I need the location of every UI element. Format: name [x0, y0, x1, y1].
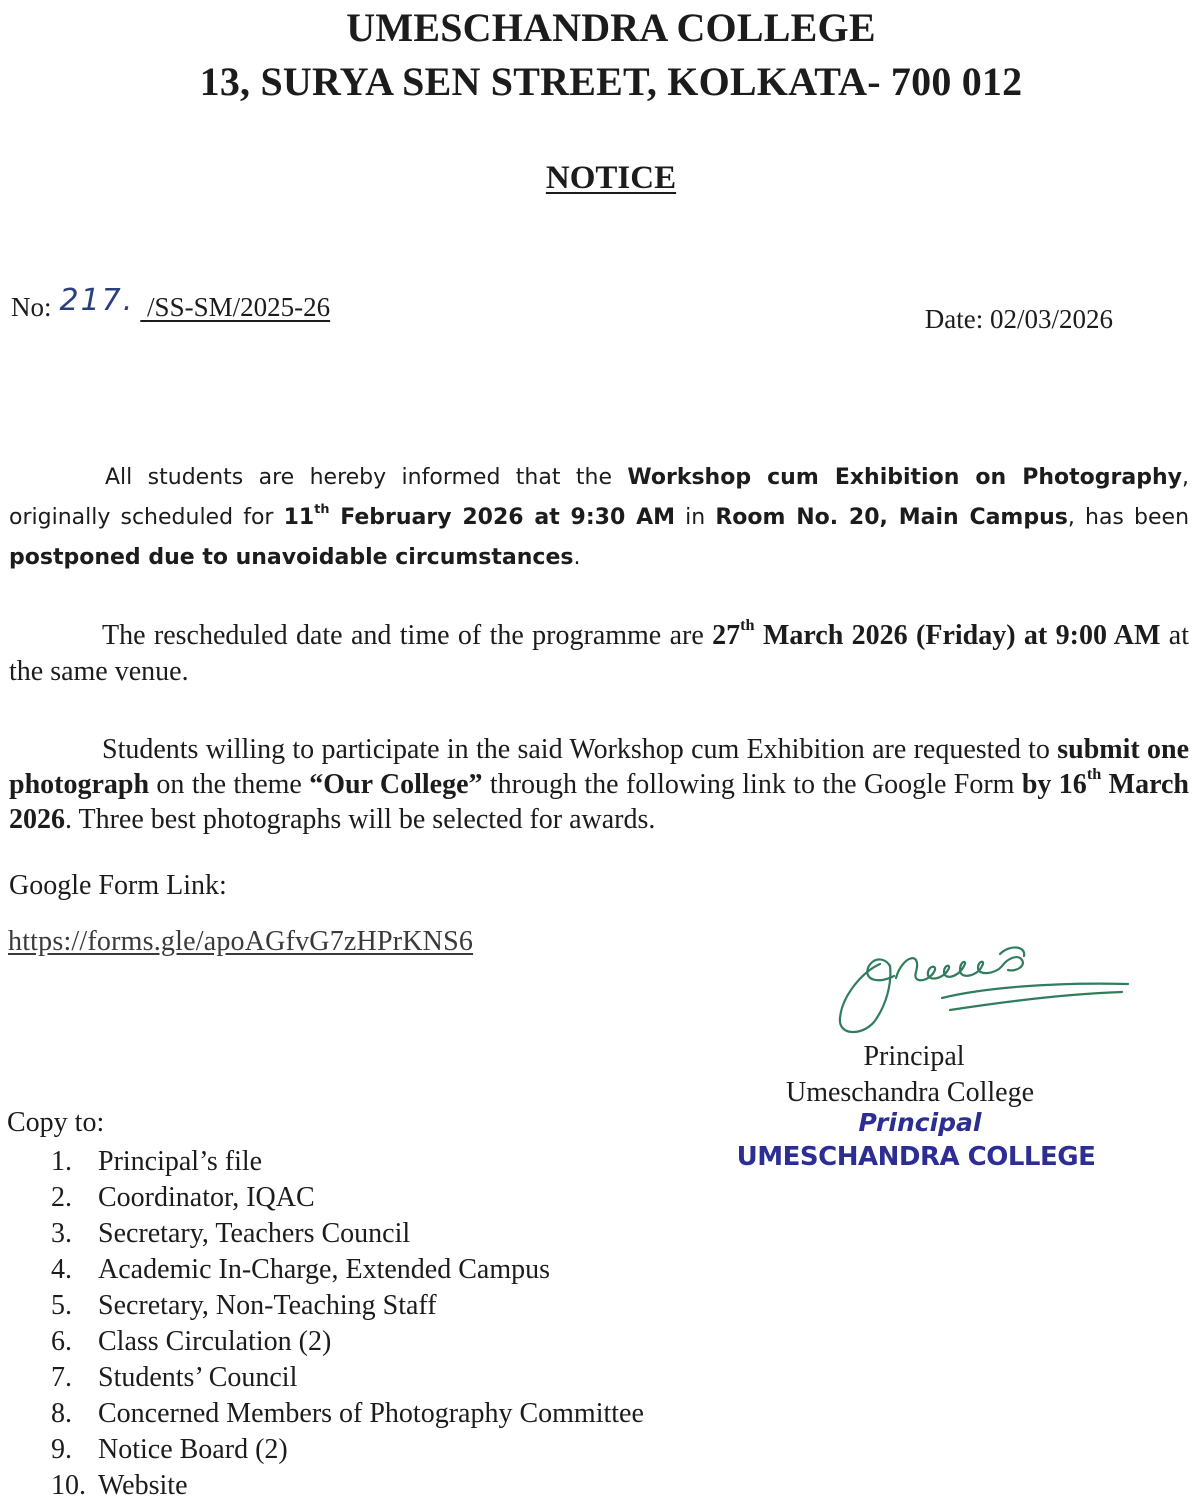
copy-to-item-number: 8.: [51, 1398, 72, 1429]
copy-to-item-number: 10.: [51, 1470, 86, 1501]
copy-to-item: [0, 1432, 644, 1468]
copy-to-item: [0, 1288, 644, 1324]
p3-theme: “Our College”: [309, 769, 483, 800]
p2-date-suffix: th: [740, 616, 755, 635]
copy-to-item: [0, 1324, 644, 1360]
p2-text-1: The rescheduled date and time of the programme are: [102, 620, 713, 651]
p1-text-1: All students are hereby informed that the: [105, 465, 628, 490]
p1-event-name: Workshop cum Exhibition on Photography: [627, 465, 1182, 490]
p3-text-3: through the following link to the Google Form: [482, 769, 1022, 800]
copy-to-item-number: 1.: [51, 1146, 72, 1177]
p1-date-rest: February 2026 at 9:30 AM: [329, 505, 675, 530]
copy-to-item: [0, 1180, 644, 1216]
copy-to-item-number: 6.: [51, 1326, 72, 1357]
p1-text-3: in: [675, 505, 716, 530]
copy-to-item-number: 4.: [51, 1254, 72, 1285]
notice-title: [0, 162, 1195, 195]
p1-text-2: , originally scheduled for: [9, 465, 1189, 530]
notice-date: Date: 02/03/2026: [924, 304, 1113, 334]
copy-to-item-number: 5.: [51, 1290, 72, 1321]
signatory-college: Umeschandra College: [785, 1077, 1035, 1108]
p3-text-2: on the theme: [149, 769, 310, 800]
copy-to-list: [0, 1144, 644, 1504]
copy-to-item-text: Secretary, Non-Teaching Staff: [98, 1290, 437, 1321]
copy-to-item: [0, 1396, 644, 1432]
copy-to-item-number: 9.: [51, 1434, 72, 1465]
copy-to-item-text: Coordinator, IQAC: [98, 1182, 315, 1213]
reference-line: [52, 283, 331, 322]
college-address: 13, SURYA SEN STREET, KOLKATA- 700 012: [199, 59, 1023, 104]
google-form-link[interactable]: https://forms.gle/apoAGfvG7zHPrKNS6: [8, 926, 474, 957]
copy-to-item-number: 2.: [51, 1182, 72, 1213]
p3-deadline-rest: March 2026: [9, 769, 1189, 835]
p3-text-4: . Three best photographs will be selected for awards.: [65, 804, 656, 835]
google-form-label: Google Form Link:: [9, 870, 227, 901]
copy-to-item-text: Students’ Council: [98, 1362, 298, 1393]
paragraph-postponement: [9, 458, 1189, 578]
p3-deadline-day: by 16: [1021, 769, 1087, 800]
copy-to-item: [0, 1360, 644, 1396]
paragraph-submission: [9, 732, 1189, 837]
paragraph-reschedule: [9, 618, 1189, 690]
p1-original-date: [283, 502, 675, 530]
p1-text-5: .: [573, 545, 581, 570]
college-name: UMESCHANDRA COLLEGE: [346, 5, 876, 50]
copy-to-item-text: Concerned Members of Photography Committee: [98, 1398, 644, 1429]
copy-to-item-text: Principal’s file: [98, 1146, 263, 1177]
copy-to-label: Copy to:: [7, 1107, 105, 1138]
reference-prefix: No:: [11, 292, 52, 322]
p3-text-1: Students willing to participate in the said Workshop cum Exhibition are requested to: [102, 734, 1058, 765]
p2-text-2: at the same venue.: [9, 620, 1189, 687]
p2-new-date: [712, 616, 1161, 651]
p3-submit: submit one photograph: [9, 734, 1189, 800]
copy-to-item: [0, 1216, 644, 1252]
copy-to-item-text: Secretary, Teachers Council: [98, 1218, 411, 1249]
reference-series: /SS-SM/2025-26: [147, 292, 331, 322]
copy-to-item-text: Academic In-Charge, Extended Campus: [98, 1254, 551, 1285]
p2-date-day: 27: [712, 620, 741, 651]
p1-date-day: 11: [283, 505, 315, 530]
copy-to-item-number: 3.: [51, 1218, 72, 1249]
copy-to-item: [0, 1144, 644, 1180]
copy-to-item-number: 7.: [51, 1362, 72, 1393]
copy-to-item-text: Website: [98, 1470, 188, 1501]
p3-deadline-suffix: th: [1086, 765, 1102, 784]
p1-date-suffix: th: [314, 502, 330, 518]
p2-date-rest: March 2026 (Friday) at 9:00 AM: [754, 620, 1161, 651]
signatory-title: Principal: [863, 1041, 965, 1072]
stamp-college-name: UMESCHANDRA COLLEGE: [736, 1142, 1096, 1172]
principal-signature: [832, 936, 1132, 1042]
p1-text-4: , has been: [1067, 505, 1190, 530]
reference-number-handwritten: 217.: [59, 283, 135, 318]
p1-postponed-reason: postponed due to unavoidable circumstances: [9, 545, 574, 570]
stamp-principal: Principal: [858, 1108, 982, 1137]
notice-reference: [11, 283, 331, 322]
copy-to-item: [0, 1468, 644, 1504]
copy-to-item-text: Notice Board (2): [98, 1434, 288, 1465]
notice-title-text: NOTICE: [545, 160, 677, 196]
copy-to-item: [0, 1252, 644, 1288]
p1-venue: Room No. 20, Main Campus: [715, 505, 1068, 530]
copy-to-item-text: Class Circulation (2): [98, 1326, 332, 1357]
